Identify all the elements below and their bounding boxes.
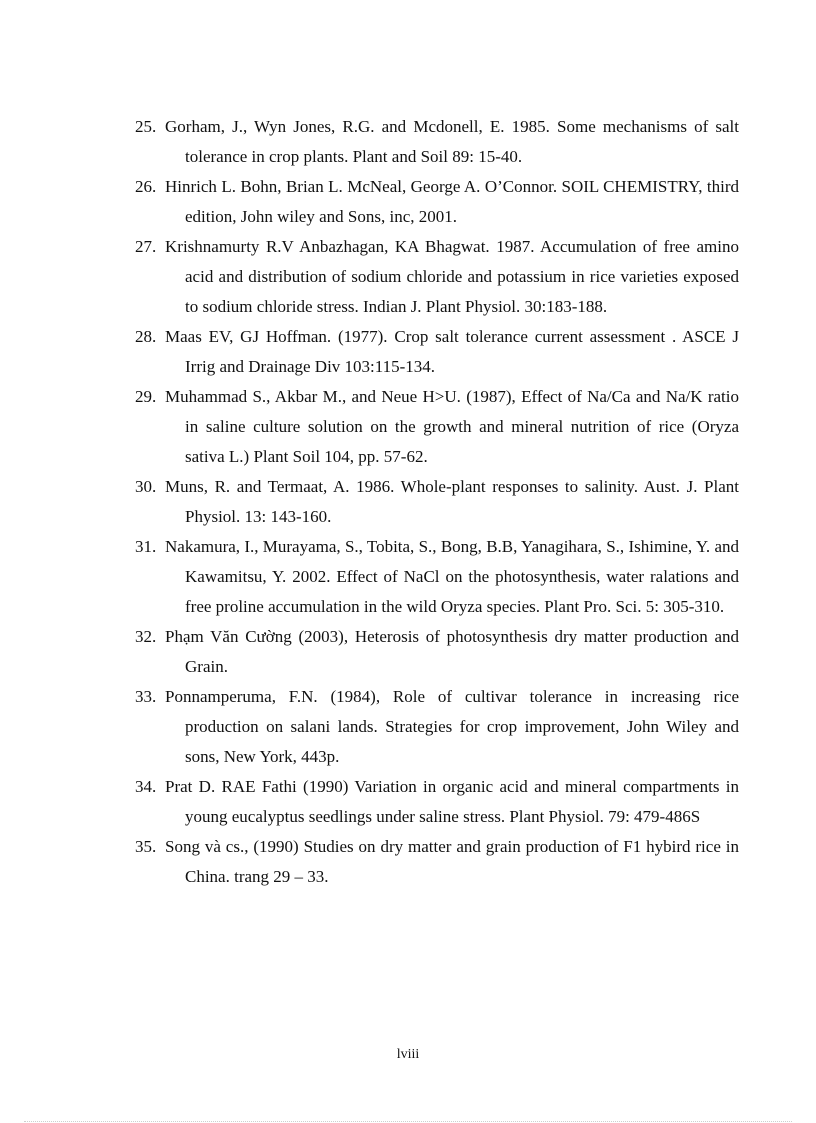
reference-item	[135, 832, 739, 892]
reference-number: 30.	[135, 477, 157, 496]
reference-text: Song và cs., (1990) Studies on dry matter and grain production of F1 hybird rice in China. trang 29 – 33.	[165, 837, 739, 886]
reference-text: Maas EV, GJ Hoffman. (1977). Crop salt tolerance current assessment . ASCE J Irrig and Drainage Div 103:115-134.	[165, 327, 739, 376]
reference-text: Hinrich L. Bohn, Brian L. McNeal, George A. O’Connor. SOIL CHEMISTRY, third edition, John wiley and Sons, inc, 2001.	[165, 177, 739, 226]
reference-item	[135, 472, 739, 532]
reference-number: 31.	[135, 537, 157, 556]
page-number: lviii	[396, 1047, 420, 1062]
page-bottom-divider	[24, 1121, 792, 1122]
reference-text: Muhammad S., Akbar M., and Neue H>U. (1987), Effect of Na/Ca and Na/K ratio in saline culture solution on the growth and mineral nutrition of rice (Oryza sativa L.) Plant Soil 104, pp. 57-62.	[165, 387, 739, 466]
reference-item	[135, 622, 739, 682]
reference-text: Nakamura, I., Murayama, S., Tobita, S., Bong, B.B, Yanagihara, S., Ishimine, Y. and Kawamitsu, Y. 2002. Effect of NaCl on the photosynthesis, water ralations and free proline accumulation in the wild Oryza species. Plant Pro. Sci. 5: 305-310.	[165, 537, 739, 616]
reference-text: Muns, R. and Termaat, A. 1986. Whole-plant responses to salinity. Aust. J. Plant Physiol. 13: 143-160.	[165, 477, 739, 526]
reference-item	[135, 532, 739, 622]
reference-text: Ponnamperuma, F.N. (1984), Role of cultivar tolerance in increasing rice production on salani lands. Strategies for crop improvement, John Wiley and sons, New York, 443p.	[165, 687, 739, 766]
reference-item	[135, 772, 739, 832]
reference-list	[135, 112, 739, 892]
reference-text: Gorham, J., Wyn Jones, R.G. and Mcdonell, E. 1985. Some mechanisms of salt tolerance in crop plants. Plant and Soil 89: 15-40.	[165, 117, 739, 166]
reference-item	[135, 232, 739, 322]
reference-number: 29.	[135, 387, 157, 406]
reference-text: Prat D. RAE Fathi (1990) Variation in organic acid and mineral compartments in young eucalyptus seedlings under saline stress. Plant Physiol. 79: 479-486S	[165, 777, 739, 826]
reference-item	[135, 382, 739, 472]
reference-number: 27.	[135, 237, 157, 256]
reference-text: Phạm Văn Cường (2003), Heterosis of photosynthesis dry matter production and Grain.	[165, 627, 739, 676]
reference-item	[135, 172, 739, 232]
reference-item	[135, 322, 739, 382]
reference-number: 32.	[135, 627, 157, 646]
reference-number: 35.	[135, 837, 157, 856]
reference-item	[135, 682, 739, 772]
reference-number: 26.	[135, 177, 157, 196]
reference-item	[135, 112, 739, 172]
reference-number: 25.	[135, 117, 157, 136]
reference-number: 28.	[135, 327, 157, 346]
reference-number: 34.	[135, 777, 157, 796]
reference-number: 33.	[135, 687, 157, 706]
reference-text: Krishnamurty R.V Anbazhagan, KA Bhagwat. 1987. Accumulation of free amino acid and distribution of sodium chloride and potassium in rice varieties exposed to sodium chloride stress. Indian J. Plant Physiol. 30:183-188.	[165, 237, 739, 316]
